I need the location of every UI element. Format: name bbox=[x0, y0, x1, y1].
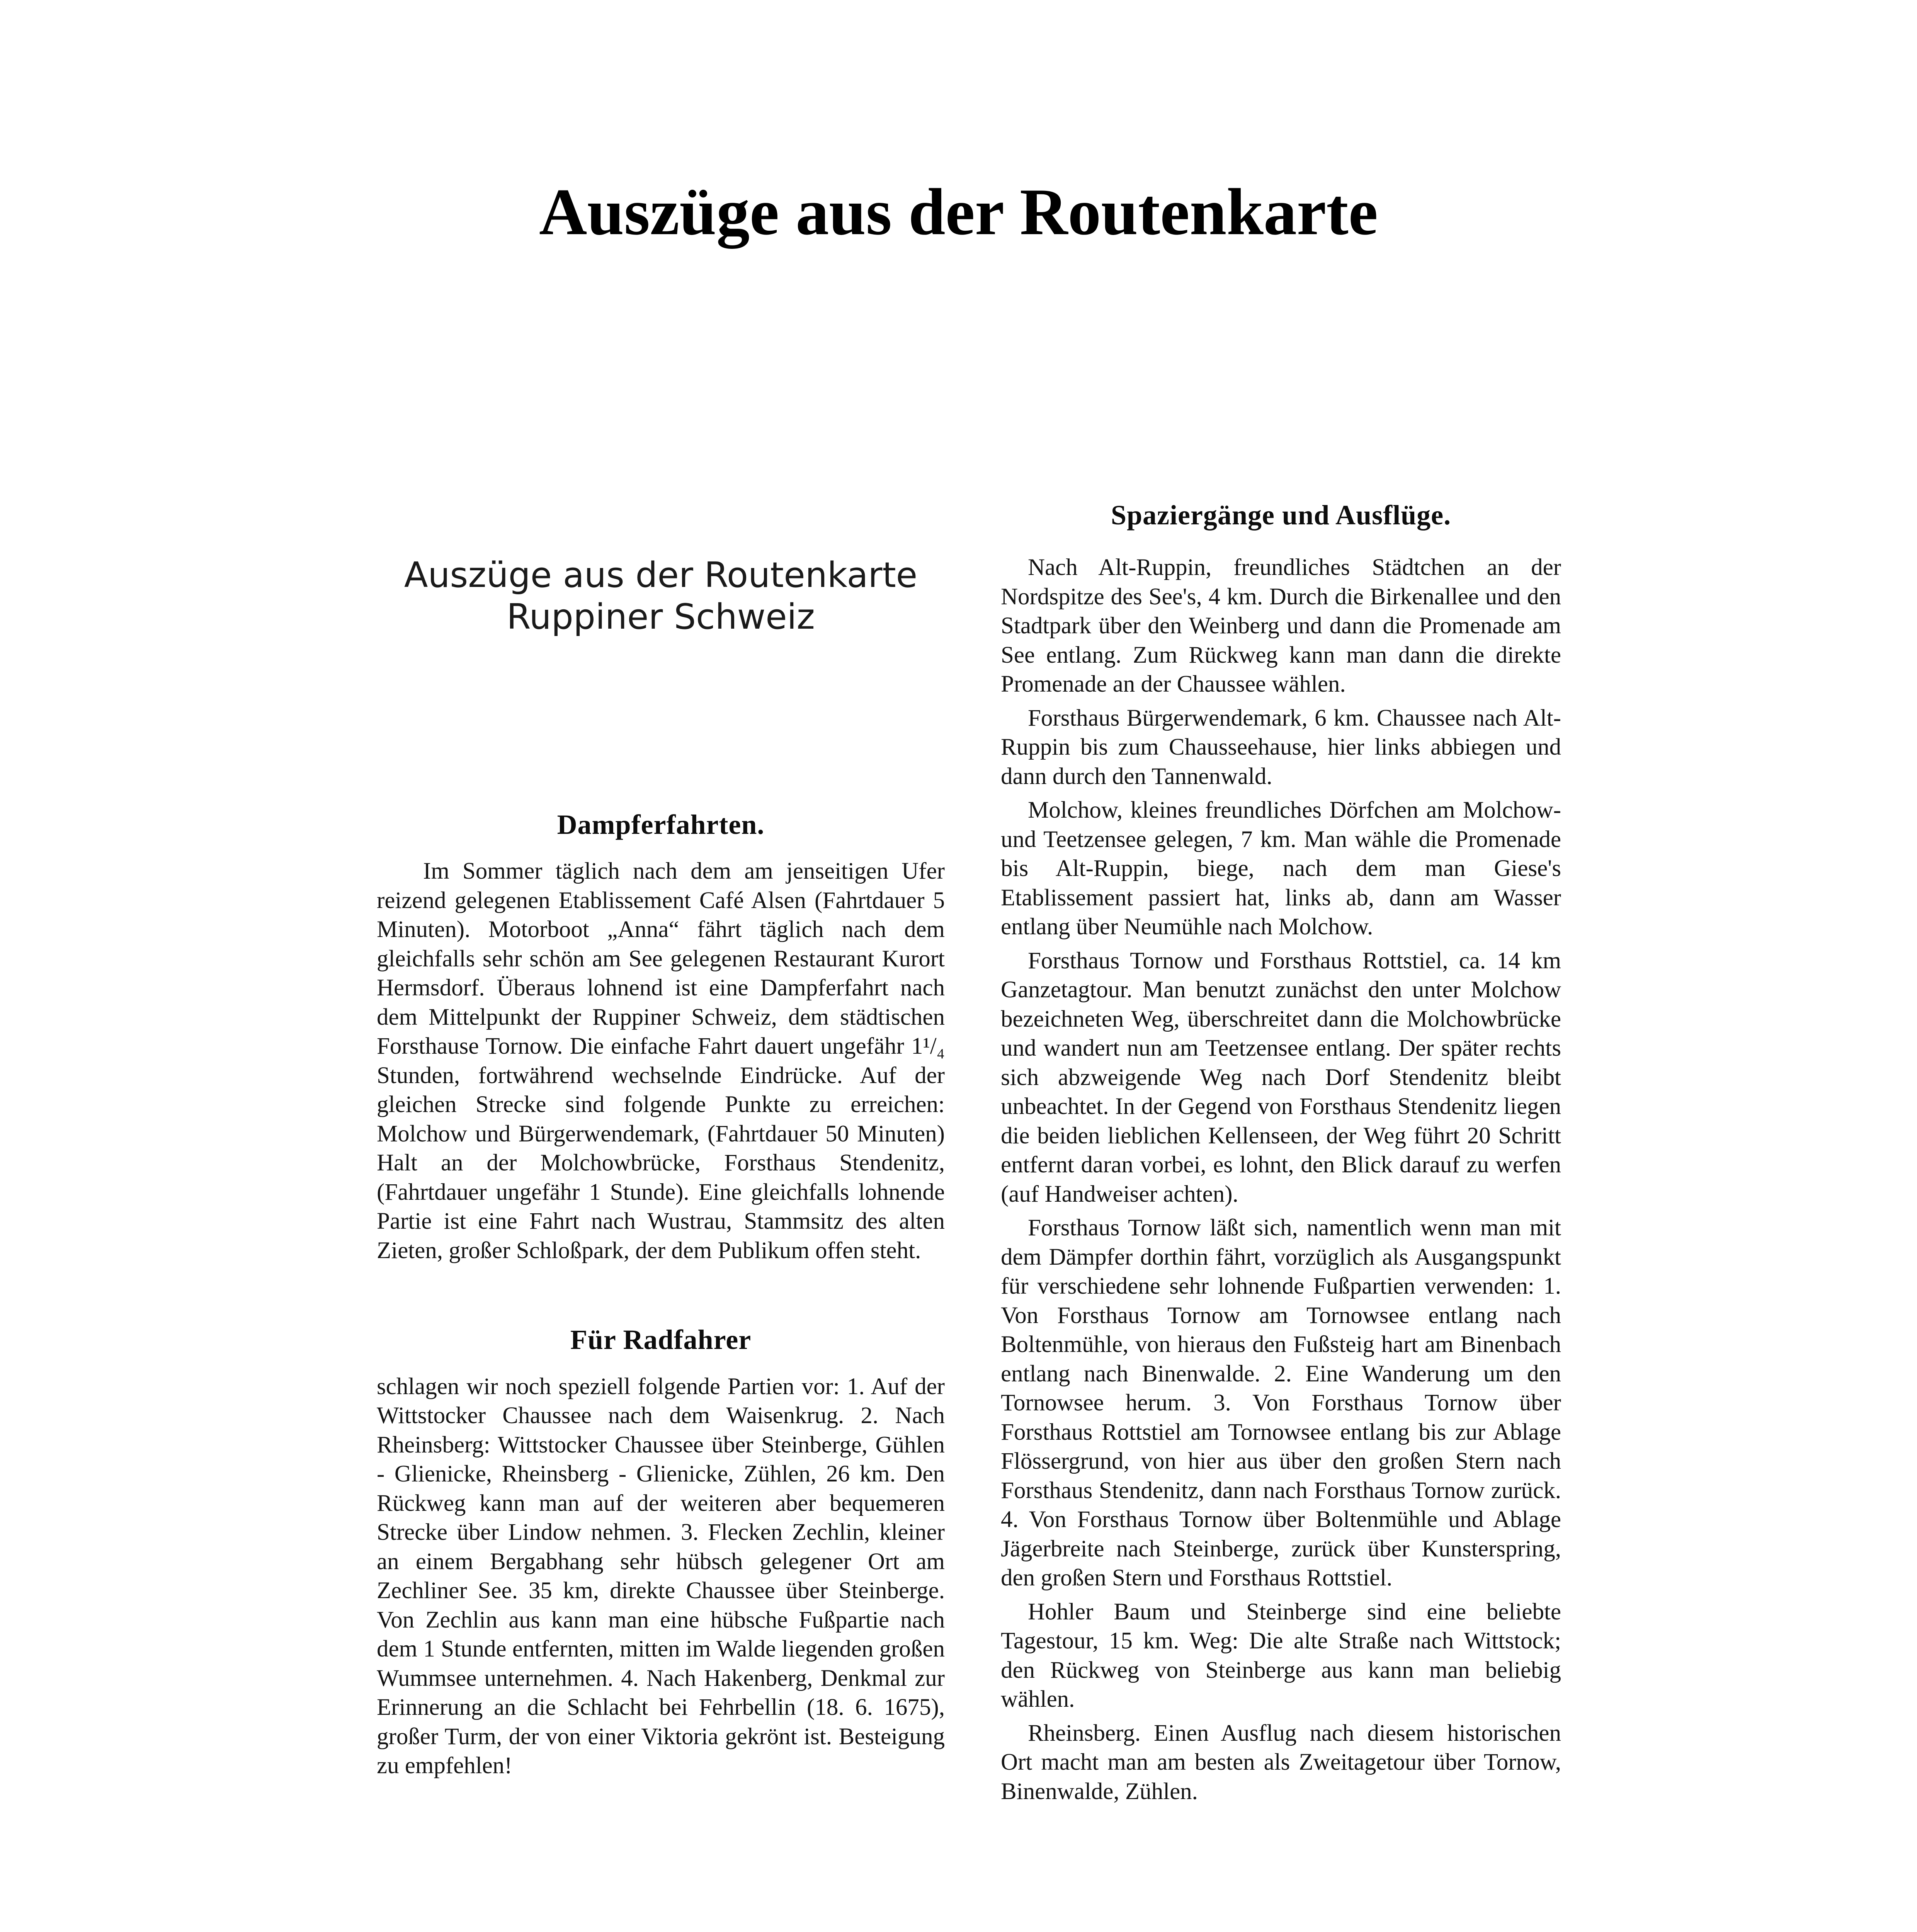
paragraph-tornow-rottstiel: Forsthaus Tornow und Forsthaus Rottstiel, ca. 14 km Ganzetagtour. Man benutzt zunächst den unter Molchow bezeichneten Weg, überschreitet dann die Molchowbrücke und wandert nun am Teetzensee entlang. Der später rechts sich abzweigende Weg nach Dorf Stendenitz bleibt unbeachtet. In der Gegend von Forsthaus Stendenitz liegen die beiden lieblichen Kellenseen, der Weg führt 20 Schritt entfernt daran vorbei, es lohnt, den Blick darauf zu werfen (auf Handweiser achten). bbox=[1001, 947, 1561, 1207]
section-heading-dampferfahrten: Dampferfahrten. bbox=[557, 809, 765, 840]
left-column bbox=[377, 554, 945, 1781]
clipping-subtitle bbox=[377, 554, 945, 638]
paragraph-buergerwendemark: Forsthaus Bürgerwendemark, 6 km. Chaussee nach Alt-Ruppin bis zum Chausseehause, hier links abbiegen und dann durch den Tannenwald. bbox=[1001, 705, 1561, 789]
clipping-subtitle-line1: Auszüge aus der Routenkarte bbox=[404, 555, 918, 595]
paragraph-radfahrer: schlagen wir noch speziell folgende Partien vor: 1. Auf der Wittstocker Chaussee nach dem Waisenkrug. 2. Nach Rheinsberg: Wittstocker Chaussee über Steinberge, Gühlen - Glienicke, Rheinsberg - Glienicke, Zühlen, 26 km. Den Rückweg kann man auf der weiteren aber bequemeren Strecke über Lindow nehmen. 3. Flecken Zechlin, kleiner an einem Bergabhang sehr hübsch gelegener Ort am Zechliner See. 35 km, direkte Chaussee über Steinberge. Von Zechlin aus kann man eine hübsche Fußpartie nach dem 1 Stunde entfernten, mitten im Walde liegenden großen Wummsee unternehmen. 4. Nach Hakenberg, Denkmal zur Erinnerung an die Schlacht bei Fehrbellin (18. 6. 1675), großer Turm, der von einer Viktoria gekrönt ist. Besteigung zu empfehlen! bbox=[377, 1373, 945, 1779]
paragraph-hohler-baum: Hohler Baum und Steinberge sind eine beliebte Tagestour, 15 km. Weg: Die alte Straße nach Wittstock; den Rückweg von Steinberge aus kann man beliebig wählen. bbox=[1001, 1599, 1561, 1713]
right-column bbox=[1001, 498, 1561, 1811]
clipping-subtitle-line2: Ruppiner Schweiz bbox=[507, 597, 815, 637]
page-title: Auszüge aus der Routenkarte bbox=[539, 175, 1378, 249]
section-heading-spaziergaenge: Spaziergänge und Ausflüge. bbox=[1111, 500, 1451, 531]
paragraph-rheinsberg: Rheinsberg. Einen Ausflug nach diesem historischen Ort macht man am besten als Zweitagetour über Tornow, Binenwalde, Zühlen. bbox=[1001, 1720, 1561, 1804]
paragraph-forsthaus-tornow: Forsthaus Tornow läßt sich, namentlich wenn man mit dem Dämpfer dorthin fährt, vorzüglich als Ausgangspunkt für verschiedene sehr lohnende Fußpartien verwenden: 1. Von Forsthaus Tornow am Tornowsee entlang nach Boltenmühle, von hieraus den Fußsteig hart am Binenbach entlang nach Binenwalde. 2. Eine Wanderung um den Tornowsee herum. 3. Von Forsthaus Tornow über Forsthaus Rottstiel am Tornowsee entlang bis zur Ablage Flössergrund, von hier aus über den großen Stern nach Forsthaus Stendenitz, dann nach Forsthaus Tornow zurück. 4. Von Forsthaus Tornow über Boltenmühle und Ablage Jägerbreite nach Steinberge, zurück über Kunsterspring, den großen Stern und Forsthaus Rottstiel. bbox=[1001, 1215, 1561, 1591]
paragraph-dampferfahrten: Im Sommer täglich nach dem am jenseitigen Ufer reizend gelegenen Etablissement Café Alsen (Fahrtdauer 5 Minuten). Motorboot „Anna“ fährt täglich nach dem gleichfalls sehr schön am See gelegenen Restaurant Kurort Hermsdorf. Überaus lohnend ist eine Dampferfahrt nach dem Mittelpunkt der Ruppiner Schweiz, dem städtischen Forsthause Tornow. Die einfache Fahrt dauert ungefähr 1¹/₄ Stunden, fortwährend wechselnde Eindrücke. Auf der gleichen Strecke sind folgende Punkte zu erreichen: Molchow und Bürgerwendemark, (Fahrtdauer 50 Minuten) Halt an der Molchowbrücke, Forsthaus Stendenitz, (Fahrtdauer ungefähr 1 Stunde). Eine gleichfalls lohnende Partie ist eine Fahrt nach Wustrau, Stammsitz des alten Zieten, großer Schloßpark, der dem Publikum offen steht. bbox=[377, 858, 945, 1264]
paragraph-molchow: Molchow, kleines freundliches Dörfchen am Molchow- und Teetzensee gelegen, 7 km. Man wähle die Promenade bis Alt-Ruppin, biege, nach dem man Giese's Etablissement passiert hat, links ab, dann am Wasser entlang über Neumühle nach Molchow. bbox=[1001, 797, 1561, 940]
paragraph-alt-ruppin: Nach Alt-Ruppin, freundliches Städtchen an der Nordspitze des See's, 4 km. Durch die Birkenallee und den Stadtpark über den Weinberg und dann die Promenade am See entlang. Zum Rückweg kann man dann die direkte Promenade an der Chaussee wählen. bbox=[1001, 554, 1561, 697]
section-heading-radfahrer: Für Radfahrer bbox=[570, 1324, 752, 1355]
